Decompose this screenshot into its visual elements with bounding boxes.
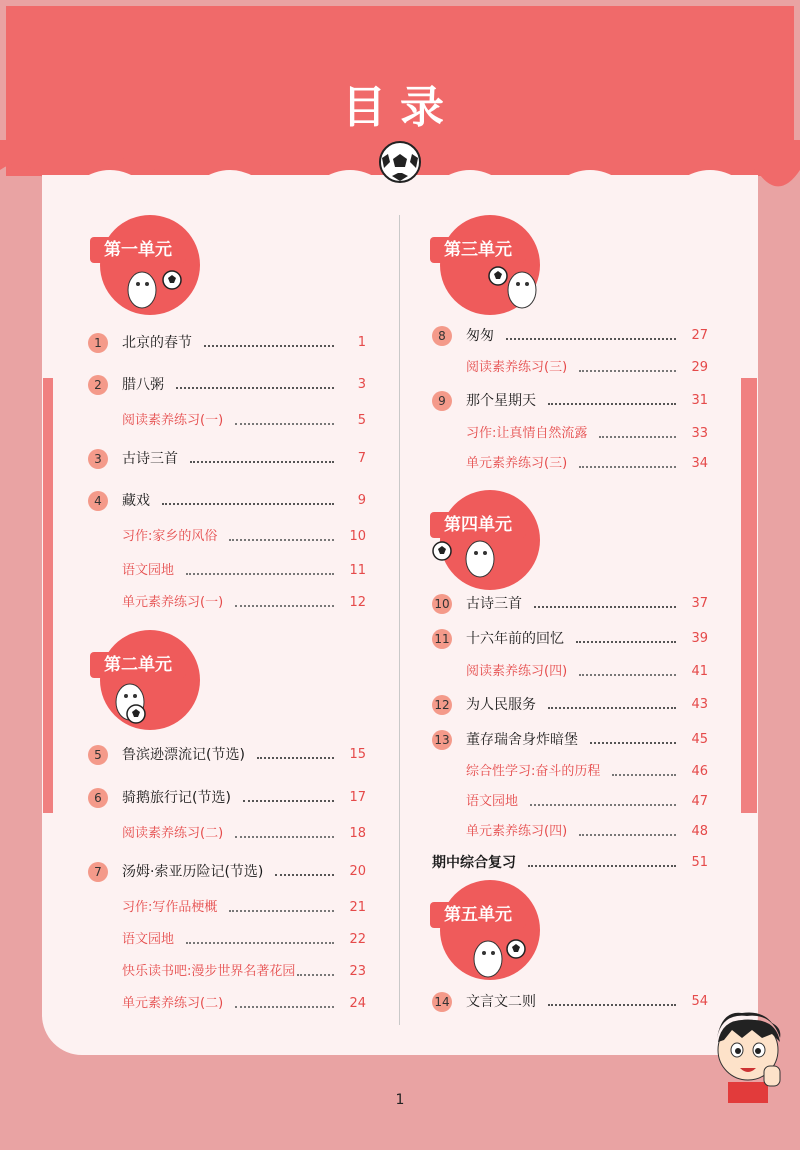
toc-item-title: 期中综合复习	[432, 855, 516, 871]
dot-leader	[229, 900, 334, 912]
soccer-ball-icon	[378, 140, 422, 184]
lesson-number-badge: 6	[88, 788, 108, 808]
toc-page-number: 18	[349, 826, 366, 841]
column-divider	[399, 215, 400, 1025]
dot-leader	[590, 732, 676, 744]
toc-subitem[interactable]	[466, 660, 708, 684]
toc-page-number: 12	[349, 595, 366, 610]
dot-leader	[548, 697, 676, 709]
dot-leader	[297, 964, 334, 976]
lesson-number-badge: 1	[88, 333, 108, 353]
lesson-number-badge: 9	[432, 391, 452, 411]
toc-item-title: 语文园地	[122, 932, 175, 947]
toc-item[interactable]	[88, 489, 366, 513]
side-accent-right	[741, 378, 757, 813]
toc-subitem[interactable]	[122, 992, 366, 1016]
toc-subitem[interactable]	[122, 960, 366, 984]
toc-page-number: 22	[349, 932, 366, 947]
lesson-number-badge: 8	[432, 326, 452, 346]
toc-subitem[interactable]	[122, 928, 366, 952]
toc-subitem[interactable]	[122, 409, 366, 433]
toc-page-number: 21	[349, 900, 366, 915]
toc-page-number: 43	[691, 697, 708, 712]
toc-subitem[interactable]	[466, 760, 708, 784]
toc-page-number: 48	[691, 824, 708, 839]
toc-page-number: 11	[349, 563, 366, 578]
toc-item[interactable]	[432, 324, 708, 348]
toc-item[interactable]	[88, 860, 366, 884]
toc-page-number: 54	[691, 994, 708, 1009]
toc-page-number: 41	[691, 664, 708, 679]
dot-leader	[506, 328, 676, 340]
toc-item-title: 单元素养练习(四)	[466, 824, 568, 839]
lesson-number-badge: 10	[432, 594, 452, 614]
lesson-number-badge: 3	[88, 449, 108, 469]
toc-page-number: 9	[357, 493, 366, 508]
dot-leader	[576, 631, 676, 643]
dot-leader	[186, 563, 334, 575]
toc-item-title: 阅读素养练习(三)	[466, 360, 568, 375]
toc-item-title: 北京的春节	[122, 335, 192, 351]
dot-leader	[257, 747, 334, 759]
toc-page-number: 33	[691, 426, 708, 441]
dot-leader	[530, 794, 676, 806]
toc-page-number: 29	[691, 360, 708, 375]
dot-leader	[599, 426, 676, 438]
toc-subitem[interactable]	[122, 896, 366, 920]
toc-subitem[interactable]	[466, 790, 708, 814]
toc-subitem[interactable]	[122, 822, 366, 846]
dot-leader	[275, 864, 334, 876]
toc-item-title: 语文园地	[466, 794, 519, 809]
lesson-number-badge: 4	[88, 491, 108, 511]
toc-item[interactable]	[432, 592, 708, 616]
toc-item-title: 习作:让真情自然流露	[466, 426, 588, 441]
toc-item-title: 单元素养练习(二)	[122, 996, 224, 1011]
toc-page-number: 15	[349, 747, 366, 762]
toc-item-title: 董存瑞舍身炸暗堡	[466, 732, 578, 748]
dot-leader	[548, 994, 676, 1006]
dot-leader	[579, 360, 676, 372]
toc-item[interactable]	[432, 627, 708, 651]
dot-leader	[235, 413, 334, 425]
lesson-number-badge: 11	[432, 629, 452, 649]
dot-leader	[186, 932, 334, 944]
unit-label: 第四单元	[430, 512, 526, 538]
dot-leader	[579, 664, 676, 676]
toc-item[interactable]	[432, 693, 708, 717]
toc-item[interactable]	[432, 990, 708, 1014]
toc-item[interactable]	[432, 389, 708, 413]
toc-item-title: 快乐读书吧:漫步世界名著花园	[122, 964, 296, 979]
toc-item-title: 古诗三首	[466, 596, 522, 612]
toc-page-number: 46	[691, 764, 708, 779]
dinosaur-mascot-icon	[470, 935, 530, 985]
toc-item-title: 单元素养练习(一)	[122, 595, 224, 610]
toc-subitem[interactable]	[466, 356, 708, 380]
toc-page-number: 5	[357, 413, 366, 428]
toc-page-number: 3	[357, 377, 366, 392]
dot-leader	[162, 493, 334, 505]
dot-leader	[204, 335, 334, 347]
lesson-number-badge: 5	[88, 745, 108, 765]
lesson-number-badge: 7	[88, 862, 108, 882]
toc-page-number: 10	[349, 529, 366, 544]
dot-leader	[528, 855, 676, 867]
toc-page-number: 27	[691, 328, 708, 343]
toc-item[interactable]	[88, 373, 366, 397]
lesson-number-badge: 14	[432, 992, 452, 1012]
unit-label: 第一单元	[90, 237, 186, 263]
dot-leader	[579, 824, 676, 836]
toc-page-number: 45	[691, 732, 708, 747]
toc-page-number: 31	[691, 393, 708, 408]
toc-subitem[interactable]	[466, 452, 708, 476]
toc-item[interactable]	[88, 447, 366, 471]
toc-page-number: 23	[349, 964, 366, 979]
page-number: 1	[395, 1092, 405, 1108]
toc-item-title: 习作:写作品梗概	[122, 900, 218, 915]
toc-item-title: 十六年前的回忆	[466, 631, 564, 647]
dot-leader	[534, 596, 676, 608]
toc-item-title: 那个星期天	[466, 393, 536, 409]
toc-page-number: 1	[357, 335, 366, 350]
toc-item-title: 综合性学习:奋斗的历程	[466, 764, 601, 779]
cartoon-boy-icon	[702, 1008, 792, 1103]
toc-item-title: 语文园地	[122, 563, 175, 578]
dinosaur-mascot-icon	[120, 262, 190, 312]
dot-leader	[229, 529, 334, 541]
dinosaur-mascot-icon	[430, 535, 510, 585]
toc-item[interactable]	[88, 331, 366, 355]
toc-page-number: 17	[349, 790, 366, 805]
dot-leader	[548, 393, 676, 405]
toc-item-title: 腊八粥	[122, 377, 164, 393]
dot-leader	[235, 996, 334, 1008]
toc-page-number: 20	[349, 864, 366, 879]
lesson-number-badge: 12	[432, 695, 452, 715]
dot-leader	[176, 377, 334, 389]
unit-label: 第五单元	[430, 902, 526, 928]
dinosaur-mascot-icon	[108, 678, 178, 728]
toc-page-number: 51	[691, 855, 708, 870]
toc-item-title: 汤姆·索亚历险记(节选)	[122, 864, 264, 880]
page-title: 目录	[342, 82, 458, 133]
toc-item-title: 藏戏	[122, 493, 150, 509]
toc-item-title: 古诗三首	[122, 451, 178, 467]
toc-page-number: 24	[349, 996, 366, 1011]
toc-subitem[interactable]	[122, 591, 366, 615]
toc-page-number: 34	[691, 456, 708, 471]
toc-subitem[interactable]	[122, 525, 366, 549]
dot-leader	[579, 456, 676, 468]
toc-item-title: 习作:家乡的风俗	[122, 529, 218, 544]
toc-item[interactable]	[432, 728, 708, 752]
toc-item-title: 阅读素养练习(一)	[122, 413, 224, 428]
toc-item-title: 单元素养练习(三)	[466, 456, 568, 471]
toc-subitem[interactable]	[122, 559, 366, 583]
toc-page-number: 37	[691, 596, 708, 611]
dot-leader	[190, 451, 334, 463]
lesson-number-badge: 13	[432, 730, 452, 750]
lesson-number-badge: 2	[88, 375, 108, 395]
toc-item-title: 阅读素养练习(四)	[466, 664, 568, 679]
toc-page-number: 7	[357, 451, 366, 466]
dot-leader	[235, 826, 334, 838]
toc-subitem[interactable]	[466, 820, 708, 844]
unit-label: 第二单元	[90, 652, 186, 678]
toc-page-number: 39	[691, 631, 708, 646]
dinosaur-mascot-icon	[486, 262, 546, 312]
toc-subitem[interactable]	[466, 422, 708, 446]
unit-label: 第三单元	[430, 237, 526, 263]
toc-item[interactable]	[88, 786, 366, 810]
toc-item[interactable]	[88, 743, 366, 767]
dot-leader	[243, 790, 334, 802]
toc-page-number: 47	[691, 794, 708, 809]
toc-item-title: 骑鹅旅行记(节选)	[122, 790, 231, 806]
dot-leader	[612, 764, 676, 776]
side-accent-left	[43, 378, 53, 813]
toc-item-title: 匆匆	[466, 328, 494, 344]
toc-item-title: 文言文二则	[466, 994, 536, 1010]
dot-leader	[235, 595, 334, 607]
toc-item-midterm[interactable]	[432, 851, 708, 875]
toc-item-title: 阅读素养练习(二)	[122, 826, 224, 841]
toc-item-title: 为人民服务	[466, 697, 536, 713]
toc-item-title: 鲁滨逊漂流记(节选)	[122, 747, 245, 763]
